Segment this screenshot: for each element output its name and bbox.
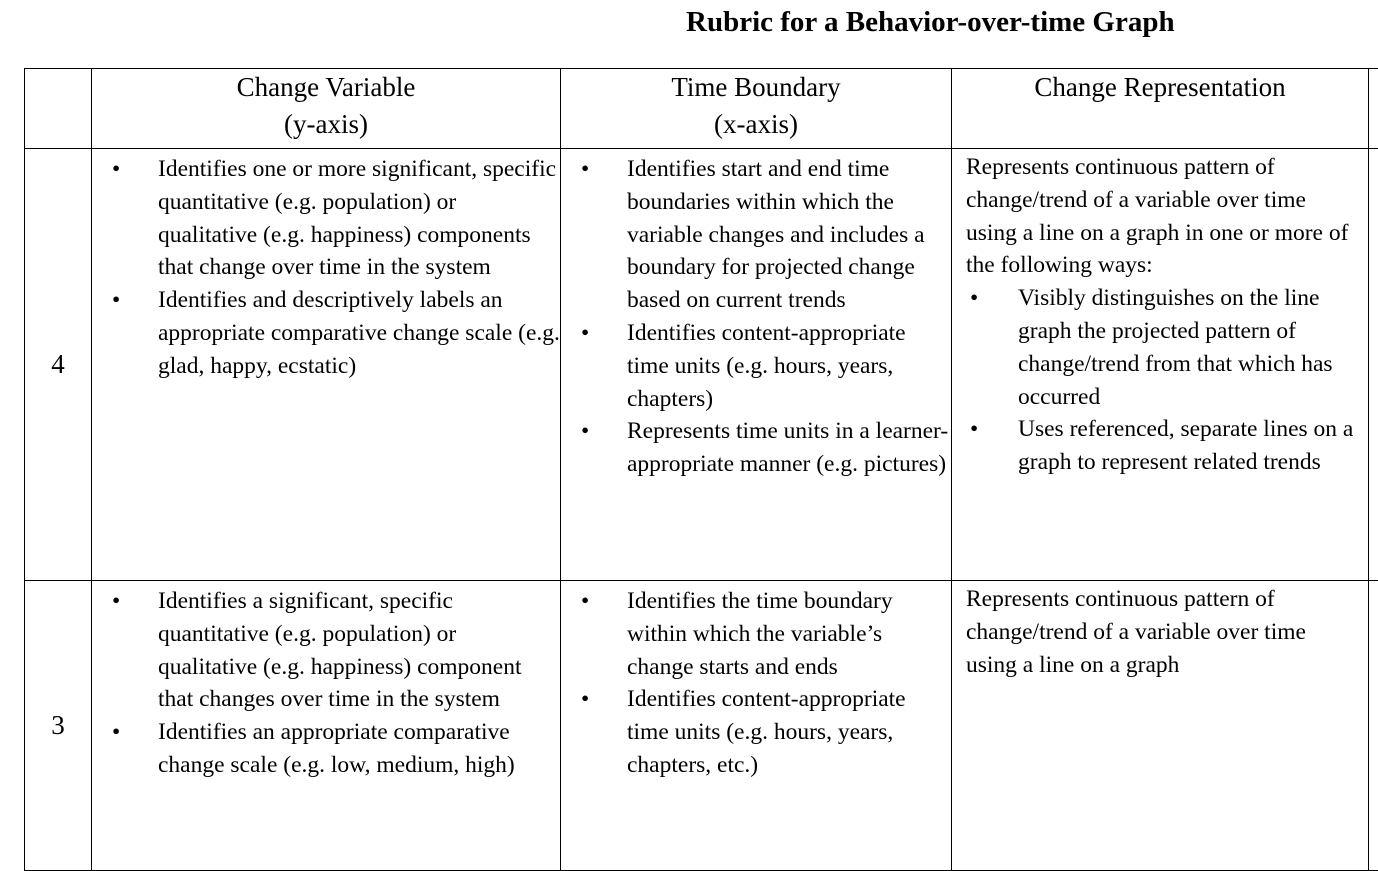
bullet-icon: • [970, 413, 978, 446]
header-score [25, 69, 92, 149]
list-item [561, 415, 951, 481]
list-item-text: Identifies content-appropriate time units (e.g. hours, years, chapters) [627, 320, 906, 412]
bullet-list [92, 581, 560, 782]
bullet-list [561, 581, 951, 782]
list-item [92, 153, 560, 284]
list-item-text: Identifies start and end time boundaries within which the variable changes and includes a boundary for projected change based on current trends [627, 156, 925, 313]
score-cell: 4 [25, 149, 92, 581]
bullet-icon: • [581, 153, 589, 186]
list-item [561, 585, 951, 683]
change-variable-cell [92, 149, 561, 581]
header-change-representation [952, 69, 1369, 149]
list-item [561, 153, 951, 317]
score-cell: 3 [25, 581, 92, 871]
change-representation-intro: Represents continuous pattern of change/trend of a variable over time using a line on a graph [966, 583, 1360, 681]
list-item-text: Identifies one or more significant, specific quantitative (e.g. population) or qualitative (e.g. happiness) components that change over time in the system [158, 156, 556, 280]
bullet-icon: • [970, 282, 978, 315]
list-item [561, 317, 951, 415]
bullet-icon: • [581, 317, 589, 350]
bullet-icon: • [581, 585, 589, 618]
bullet-list [92, 149, 560, 383]
list-item [92, 716, 560, 782]
list-item [561, 683, 951, 781]
header-time-boundary [561, 69, 952, 149]
rubric-row-4 [25, 149, 1378, 581]
time-boundary-cell [561, 149, 952, 581]
extra-cell [1369, 149, 1378, 581]
change-representation-cell [952, 149, 1369, 581]
page-title: Rubric for a Behavior-over-time Graph [686, 4, 1175, 40]
header-extra-cell [1369, 69, 1378, 149]
header-time-boundary-title: Time Boundary [561, 69, 951, 106]
change-representation-intro: Represents continuous pattern of change/trend of a variable over time using a line on a graph in one or more of the following ways: [966, 151, 1360, 282]
extra-cell [1369, 581, 1378, 871]
time-boundary-cell [561, 581, 952, 871]
bullet-list [966, 282, 1360, 479]
change-representation-cell [952, 581, 1369, 871]
bullet-icon: • [581, 683, 589, 716]
list-item-text: Identifies a significant, specific quantitative (e.g. population) or qualitative (e.g. happiness) component that changes over time in the system [158, 588, 522, 712]
header-change-variable [92, 69, 561, 149]
header-change-representation-title: Change Representation [952, 69, 1368, 106]
header-row [25, 69, 1378, 149]
rubric-row-3 [25, 581, 1378, 871]
header-time-boundary-axis: (x-axis) [561, 106, 951, 143]
header-change-variable-title: Change Variable [92, 69, 560, 106]
list-item [966, 413, 1360, 479]
list-item-text: Identifies and descriptively labels an appropriate comparative change scale (e.g. glad, happy, ecstatic) [158, 287, 560, 379]
list-item-text: Identifies an appropriate comparative change scale (e.g. low, medium, high) [158, 719, 515, 778]
list-item-text: Identifies the time boundary within which the variable’s change starts and ends [627, 588, 893, 680]
list-item [92, 284, 560, 382]
header-change-variable-axis: (y-axis) [92, 106, 560, 143]
bullet-icon: • [581, 415, 589, 448]
bullet-icon: • [112, 153, 120, 186]
bullet-icon: • [112, 284, 120, 317]
list-item-text: Uses referenced, separate lines on a graph to represent related trends [1018, 416, 1353, 475]
list-item-text: Identifies content-appropriate time units (e.g. hours, years, chapters, etc.) [627, 686, 906, 778]
list-item [92, 585, 560, 716]
bullet-list [561, 149, 951, 481]
list-item-text: Visibly distinguishes on the line graph the projected pattern of change/trend from that which has occurred [1018, 285, 1333, 409]
list-item [966, 282, 1360, 413]
list-item-text: Represents time units in a learner-appropriate manner (e.g. pictures) [627, 418, 948, 477]
rubric-table [24, 68, 1378, 871]
bullet-icon: • [112, 585, 120, 618]
bullet-icon: • [112, 716, 120, 749]
change-variable-cell [92, 581, 561, 871]
